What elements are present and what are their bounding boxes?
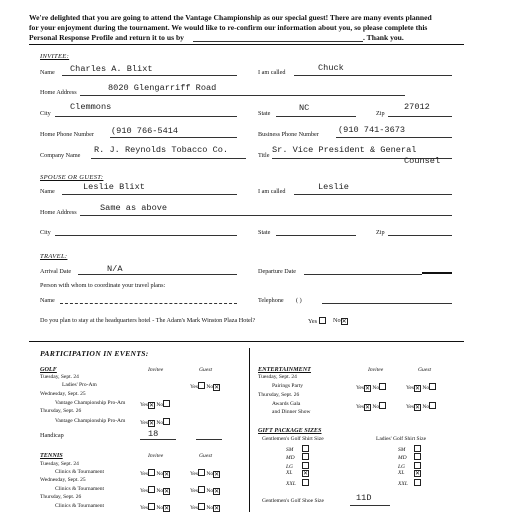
- address-label: Home Address: [40, 89, 77, 96]
- size-checkbox[interactable]: [302, 479, 309, 486]
- address-value: 8020 Glengarriff Road: [108, 83, 217, 93]
- zip-field[interactable]: [388, 116, 452, 117]
- golf-event-1-guest[interactable]: [190, 382, 220, 391]
- tennis-col-invitee: Invitee: [148, 453, 164, 459]
- tennis-col-guest: Guest: [199, 453, 213, 459]
- checkbox[interactable]: [198, 469, 205, 476]
- size-label: LG: [286, 463, 294, 470]
- departure-rule: [422, 272, 452, 274]
- tennis-event-1-guest[interactable]: [190, 469, 220, 478]
- golf-event-2-invitee[interactable]: [140, 400, 170, 409]
- city-field[interactable]: [55, 116, 237, 117]
- ladies-size-sm[interactable]: [398, 445, 421, 453]
- yes-label: Yes: [406, 404, 415, 410]
- business-phone-label: Business Phone Number: [258, 131, 319, 138]
- ladies-size-xl[interactable]: [398, 470, 421, 477]
- size-checkbox[interactable]: [414, 445, 421, 452]
- participation-heading: PARTICIPATION IN EVENTS:: [40, 349, 149, 358]
- no-label: No: [422, 404, 430, 410]
- tennis-heading: TENNIS: [40, 452, 63, 459]
- state-field[interactable]: [276, 116, 356, 117]
- golf-event-3-invitee[interactable]: [140, 418, 170, 427]
- yes-label: Yes: [140, 488, 149, 494]
- checkbox[interactable]: ✕: [164, 488, 170, 495]
- handicap-field[interactable]: [140, 439, 176, 440]
- checkbox[interactable]: ✕: [164, 505, 170, 512]
- checkbox[interactable]: [163, 400, 170, 407]
- name-field[interactable]: [62, 75, 237, 76]
- checkbox[interactable]: ✕: [415, 404, 421, 411]
- return-date-line[interactable]: [193, 41, 363, 42]
- checkbox[interactable]: [429, 383, 436, 390]
- ent-event-1-guest[interactable]: [406, 383, 436, 392]
- checkbox[interactable]: ✕: [365, 404, 371, 411]
- ladies-size-md[interactable]: [398, 453, 421, 461]
- tennis-event-1: Clinics & Tournament: [55, 469, 105, 475]
- size-checkbox[interactable]: [414, 479, 421, 486]
- company-label: Company Name: [40, 152, 81, 159]
- size-label: XXL: [398, 480, 408, 487]
- checkbox[interactable]: [429, 402, 436, 409]
- size-label: XL: [286, 470, 293, 477]
- no-label: No: [156, 402, 164, 408]
- state-label: State: [258, 110, 271, 117]
- arrival-label: Arrival Date: [40, 268, 72, 275]
- ent-event-2b: and Dinner Show: [272, 409, 311, 415]
- hotel-yes-checkbox[interactable]: [319, 317, 326, 324]
- intro-line-2: for your enjoyment during the tournament. We would like to re-confirm our information about you, so please complete this: [29, 23, 428, 32]
- hotel-no-label: No: [333, 317, 341, 324]
- city-value: Clemmons: [70, 102, 112, 112]
- no-label: No: [206, 471, 214, 477]
- city-label: City: [40, 110, 51, 117]
- spouse-name-field[interactable]: [62, 194, 237, 195]
- gent-size-xxl[interactable]: [286, 479, 309, 487]
- checkbox[interactable]: [379, 402, 386, 409]
- checkbox[interactable]: ✕: [214, 384, 220, 391]
- yes-label: Yes: [140, 471, 149, 477]
- no-label: No: [156, 488, 164, 494]
- hotel-question: Do you plan to stay at the headquarters hotel - The Adam's Mark Winston Plaza Hotel?: [40, 317, 256, 324]
- tel-parens: ( ): [296, 297, 302, 304]
- yes-label: Yes: [356, 385, 365, 391]
- gent-shoe-label: Gentlemen's Golf Shoe Size: [262, 498, 324, 504]
- size-checkbox[interactable]: [414, 462, 421, 469]
- tennis-day-1: Tuesday, Sept. 24: [40, 461, 79, 467]
- golf-event-1: Ladies' Pro-Am: [62, 382, 97, 388]
- column-divider: [249, 348, 250, 512]
- checkbox[interactable]: [198, 503, 205, 510]
- yes-label: Yes: [406, 385, 415, 391]
- checkbox[interactable]: ✕: [149, 402, 155, 409]
- gent-shoe-value: 11D: [356, 493, 372, 503]
- ent-event-2-invitee[interactable]: [356, 402, 386, 411]
- golf-heading: GOLF: [40, 366, 57, 373]
- tennis-event-3: Clinics & Tournament: [55, 503, 105, 509]
- home-phone-value: (910 766-5414: [111, 126, 179, 136]
- size-label: LG: [398, 463, 406, 470]
- departure-field[interactable]: [304, 274, 422, 275]
- name-value: Charles A. Blixt: [70, 64, 153, 74]
- spouse-address-value: Same as above: [100, 203, 168, 213]
- spouse-state-field[interactable]: [276, 235, 356, 236]
- gent-shirt-label: Gentlemen's Golf Shirt Size: [262, 436, 324, 442]
- no-label: No: [156, 420, 164, 426]
- spouse-heading: SPOUSE OR GUEST:: [40, 174, 104, 181]
- golf-event-3: Vantage Championship Pro-Am: [55, 418, 126, 424]
- yes-label: Yes: [140, 505, 149, 511]
- size-checkbox[interactable]: [302, 453, 309, 460]
- ent-event-2-guest[interactable]: [406, 402, 436, 411]
- spouse-called-field[interactable]: [294, 194, 452, 195]
- coordinate-label: Person with whom to coordinate your travel plans:: [40, 282, 166, 289]
- size-checkbox[interactable]: ✕: [415, 470, 421, 478]
- home-phone-label: Home Phone Number: [40, 131, 94, 138]
- tel-field[interactable]: [322, 303, 452, 304]
- gent-shoe-field[interactable]: [350, 505, 390, 506]
- business-phone-value: (910 741-3673: [338, 125, 406, 135]
- travel-heading: TRAVEL:: [40, 253, 68, 260]
- intro-line-3a: Personal Response Profile and return it to us by: [29, 33, 184, 42]
- spouse-address-label: Home Address: [40, 209, 77, 216]
- invitee-heading: INVITEE:: [40, 53, 70, 60]
- ladies-shirt-label: Ladies' Golf Shirt Size: [376, 436, 427, 442]
- ent-day-1: Tuesday, Sept. 24: [258, 374, 297, 380]
- tennis-event-2-invitee[interactable]: [140, 486, 170, 495]
- no-label: No: [156, 471, 164, 477]
- spouse-called-label: I am called: [258, 188, 286, 195]
- checkbox[interactable]: ✕: [164, 471, 170, 478]
- tennis-day-2: Wednesday, Sept. 25: [40, 477, 86, 483]
- golf-col-invitee: Invitee: [148, 367, 164, 373]
- golf-day-2: Wednesday, Sept. 25: [40, 391, 86, 397]
- size-checkbox[interactable]: [414, 453, 421, 460]
- gent-size-lg[interactable]: [286, 462, 309, 470]
- business-phone-field[interactable]: [336, 137, 452, 138]
- state-value: NC: [299, 103, 310, 113]
- golf-col-guest: Guest: [199, 367, 213, 373]
- spouse-name-value: Leslie Blixt: [83, 182, 145, 192]
- no-label: No: [206, 384, 214, 390]
- spouse-state-label: State: [258, 229, 271, 236]
- no-label: No: [206, 505, 214, 511]
- address-field[interactable]: [80, 95, 405, 96]
- yes-label: Yes: [190, 488, 199, 494]
- checkbox[interactable]: ✕: [214, 471, 220, 478]
- checkbox[interactable]: [148, 486, 155, 493]
- checkbox[interactable]: ✕: [149, 420, 155, 427]
- size-label: SM: [398, 447, 406, 453]
- size-checkbox[interactable]: [302, 445, 309, 452]
- ladies-size-lg[interactable]: [398, 462, 421, 470]
- arrival-value: N/A: [107, 264, 123, 274]
- handicap-value: 18: [148, 429, 159, 439]
- checkbox[interactable]: ✕: [415, 385, 421, 392]
- intro-line-1: We're delighted that you are going to attend the Vantage Championship as our special guest! There are many events planned: [29, 13, 432, 22]
- gent-size-md[interactable]: [286, 453, 309, 461]
- divider-top: [29, 44, 464, 45]
- checkbox[interactable]: ✕: [214, 505, 220, 512]
- yes-label: Yes: [190, 384, 199, 390]
- ent-day-2: Thursday, Sept. 26: [258, 392, 300, 398]
- size-label: SM: [286, 447, 294, 453]
- checkbox[interactable]: [148, 503, 155, 510]
- golf-day-1: Tuesday, Sept. 24: [40, 374, 79, 380]
- tel-label: Telephone: [258, 297, 284, 304]
- ent-event-1-invitee[interactable]: [356, 383, 386, 392]
- spouse-city-label: City: [40, 229, 51, 236]
- called-label: I am called: [258, 69, 286, 76]
- size-checkbox[interactable]: ✕: [303, 470, 309, 478]
- yes-label: Yes: [140, 420, 149, 426]
- yes-label: Yes: [190, 471, 199, 477]
- called-field[interactable]: [294, 75, 452, 76]
- tennis-event-3-guest[interactable]: [190, 503, 220, 512]
- checkbox[interactable]: [148, 469, 155, 476]
- spouse-city-field[interactable]: [55, 235, 237, 236]
- ent-col-guest: Guest: [418, 367, 432, 373]
- size-checkbox[interactable]: [302, 462, 309, 469]
- no-label: No: [372, 404, 380, 410]
- ent-event-1: Pairings Party: [272, 383, 304, 389]
- ent-col-invitee: Invitee: [368, 367, 384, 373]
- intro-line-3b: . Thank you.: [363, 33, 404, 42]
- ent-event-2: Awards Gala: [272, 401, 301, 407]
- checkbox[interactable]: [379, 383, 386, 390]
- company-value: R. J. Reynolds Tobacco Co.: [94, 145, 229, 155]
- tennis-event-3-invitee[interactable]: [140, 503, 170, 512]
- checkbox[interactable]: ✕: [214, 488, 220, 495]
- checkbox[interactable]: [198, 486, 205, 493]
- tennis-event-2-guest[interactable]: [190, 486, 220, 495]
- gift-heading: GIFT PACKAGE SIZES: [258, 427, 322, 434]
- gent-size-sm[interactable]: [286, 445, 309, 453]
- yes-label: Yes: [190, 505, 199, 511]
- zip-value: 27012: [404, 102, 430, 112]
- arrival-field[interactable]: [78, 274, 237, 275]
- no-label: No: [372, 385, 380, 391]
- gent-size-xl[interactable]: [286, 470, 309, 477]
- hotel-no-checkbox[interactable]: ✕: [341, 318, 347, 325]
- size-label: MD: [398, 455, 407, 462]
- tennis-event-2: Clinics & Tournament: [55, 486, 105, 492]
- spouse-address-field[interactable]: [80, 215, 452, 216]
- handicap-guest-field[interactable]: [196, 439, 222, 440]
- golf-day-3: Thursday, Sept. 26: [40, 408, 82, 414]
- no-label: No: [422, 385, 430, 391]
- size-label: XXL: [286, 480, 296, 487]
- divider-participation: [29, 341, 464, 342]
- no-label: No: [206, 488, 214, 494]
- home-phone-field[interactable]: [110, 137, 237, 138]
- company-field[interactable]: [91, 158, 246, 159]
- golf-event-2: Vantage Championship Pro-Am: [55, 400, 126, 406]
- hotel-yes-option[interactable]: [308, 317, 326, 325]
- checkbox[interactable]: ✕: [365, 385, 371, 392]
- entertainment-heading: ENTERTAINMENT: [258, 366, 311, 373]
- checkbox[interactable]: [198, 382, 205, 389]
- hotel-no-option[interactable]: [333, 317, 348, 325]
- called-value: Chuck: [318, 63, 344, 73]
- name-label: Name: [40, 69, 55, 76]
- checkbox[interactable]: [163, 418, 170, 425]
- spouse-zip-label: Zip: [376, 229, 385, 236]
- spouse-zip-field[interactable]: [388, 235, 452, 236]
- ladies-size-xxl[interactable]: [398, 479, 421, 487]
- spouse-called-value: Leslie: [318, 182, 349, 192]
- yes-label: Yes: [140, 402, 149, 408]
- title-value-line-1: Sr. Vice President & General: [272, 145, 417, 155]
- size-label: XL: [398, 470, 405, 477]
- departure-label: Departure Date: [258, 268, 296, 275]
- tennis-day-3: Thursday, Sept. 26: [40, 494, 82, 500]
- spouse-name-label: Name: [40, 188, 55, 195]
- handicap-label: Handicap: [40, 432, 64, 439]
- title-label: Title: [258, 152, 270, 159]
- travel-name-label: Name: [40, 297, 55, 304]
- hotel-yes-label: Yes: [308, 318, 318, 325]
- travel-name-field[interactable]: [60, 303, 237, 304]
- size-label: MD: [286, 455, 295, 462]
- yes-label: Yes: [356, 404, 365, 410]
- no-label: No: [156, 505, 164, 511]
- zip-label: Zip: [376, 110, 385, 117]
- tennis-event-1-invitee[interactable]: [140, 469, 170, 478]
- title-value-line-2: Counsel: [404, 156, 441, 166]
